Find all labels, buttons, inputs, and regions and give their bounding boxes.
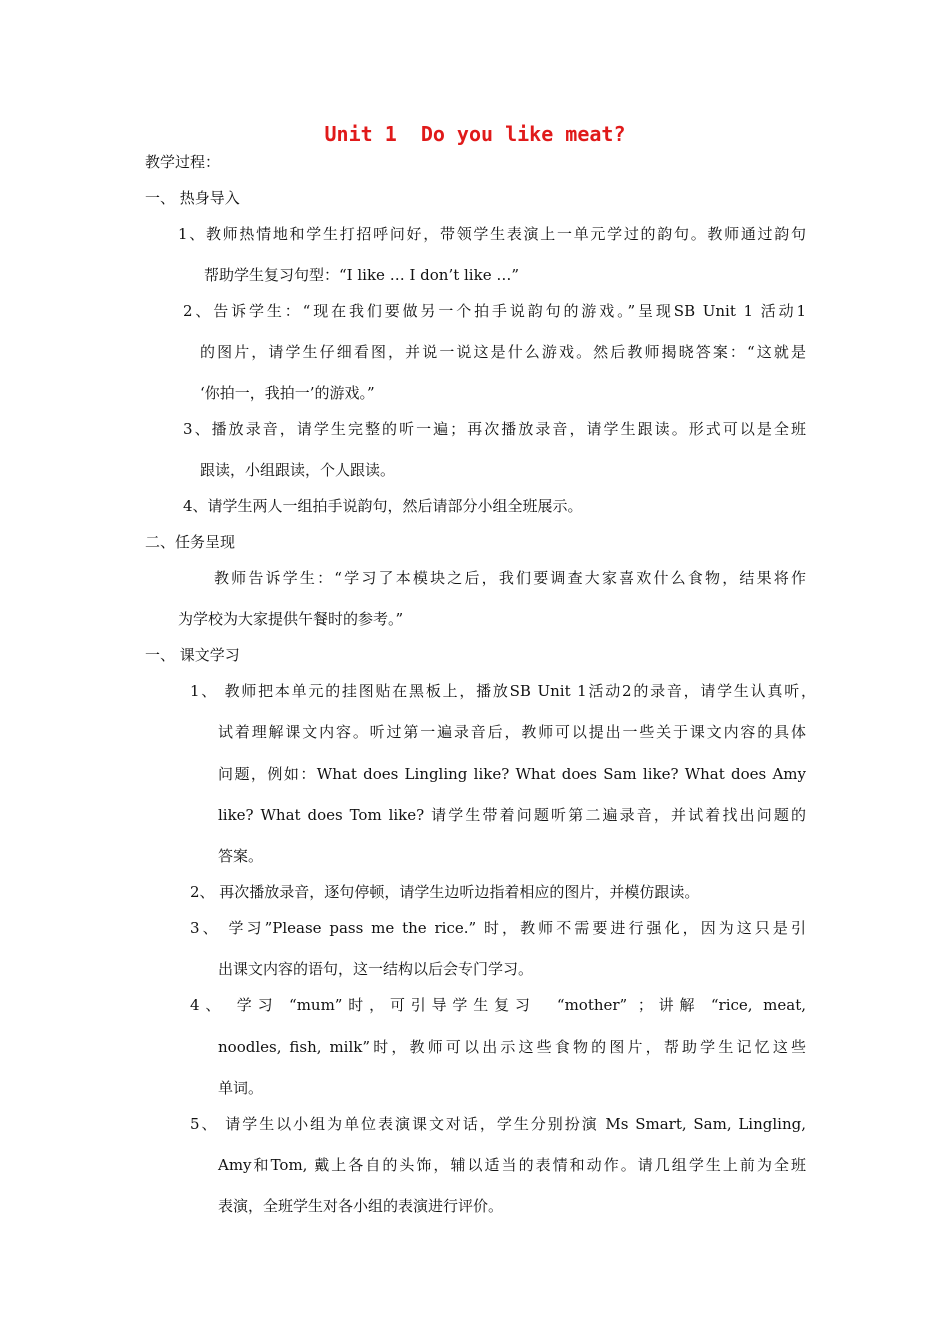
paragraph-line: 表演，全班学生对各小组的表演进行评价。	[218, 1197, 504, 1215]
paragraph-line: 4、请学生两人一组拍手说韵句，然后请部分小组全班展示。	[183, 497, 583, 515]
paragraph-line: 试着理解课文内容。听过第一遍录音后，教师可以提出一些关于课文内容的具体	[218, 723, 806, 741]
paragraph-line: 1、 教师把本单元的挂图贴在黑板上，播放SB Unit 1活动2的录音，请学生认真听，	[190, 682, 816, 700]
paragraph-line: ‘你拍一，我拍一’的游戏。”	[200, 384, 375, 402]
paragraph-line: 单词。	[218, 1079, 264, 1097]
paragraph-line: Amy和Tom, 戴上各自的头饰，辅以适当的表情和动作。请几组学生上前为全班	[218, 1156, 806, 1174]
paragraph-line: like? What does Tom like? 请学生带着问题听第二遍录音，并试着找出问题的	[218, 806, 806, 824]
paragraph-line: 出课文内容的语句，这一结构以后会专门学习。	[218, 960, 534, 978]
heading-warm-up: 一、 热身导入	[145, 189, 240, 207]
paragraph-line: 帮助学生复习句型：“I like … I don’t like …”	[204, 266, 520, 284]
paragraph-line: 2、 再次播放录音，逐句停顿，请学生边听边指着相应的图片，并模仿跟读。	[190, 883, 700, 901]
paragraph-line: 4、 学习 “mum”时，可引导学生复习 “mother” ；讲解 “rice, meat,	[190, 996, 806, 1014]
paragraph-line: noodles, fish, milk”时，教师可以出示这些食物的图片，帮助学生记忆这些	[218, 1038, 806, 1056]
heading-text-study: 一、 课文学习	[145, 646, 240, 664]
paragraph-line: 的图片，请学生仔细看图，并说一说这是什么游戏。然后教师揭晓答案：“这就是	[200, 343, 806, 361]
heading-task-presentation: 二、任务呈现	[145, 533, 236, 551]
paragraph-line: 跟读，小组跟读，个人跟读。	[200, 461, 396, 479]
document-title: Unit 1 Do you like meat?	[324, 122, 626, 146]
paragraph-line: 教师告诉学生：“学习了本模块之后，我们要调查大家喜欢什么食物，结果将作	[214, 569, 806, 587]
paragraph-line: 1、教师热情地和学生打招呼问好，带领学生表演上一单元学过的韵句。教师通过韵句	[178, 225, 806, 243]
paragraph-line: 为学校为大家提供午餐时的参考。”	[178, 610, 404, 628]
paragraph-line: 问题，例如：What does Lingling like? What does Sam like? What does Amy	[218, 765, 806, 783]
paragraph-line: 3、播放录音，请学生完整的听一遍；再次播放录音，请学生跟读。形式可以是全班	[183, 420, 806, 438]
paragraph-line: 3、 学习”Please pass me the rice.” 时，教师不需要进行强化，因为这只是引	[190, 919, 806, 937]
section-label-teaching-process: 教学过程：	[145, 153, 221, 171]
paragraph-line: 5、 请学生以小组为单位表演课文对话，学生分别扮演 Ms Smart, Sam, Lingling,	[190, 1115, 806, 1133]
paragraph-line: 2、告诉学生：“现在我们要做另一个拍手说韵句的游戏。”呈现SB Unit 1 活动1	[183, 302, 806, 320]
paragraph-line: 答案。	[218, 847, 264, 865]
